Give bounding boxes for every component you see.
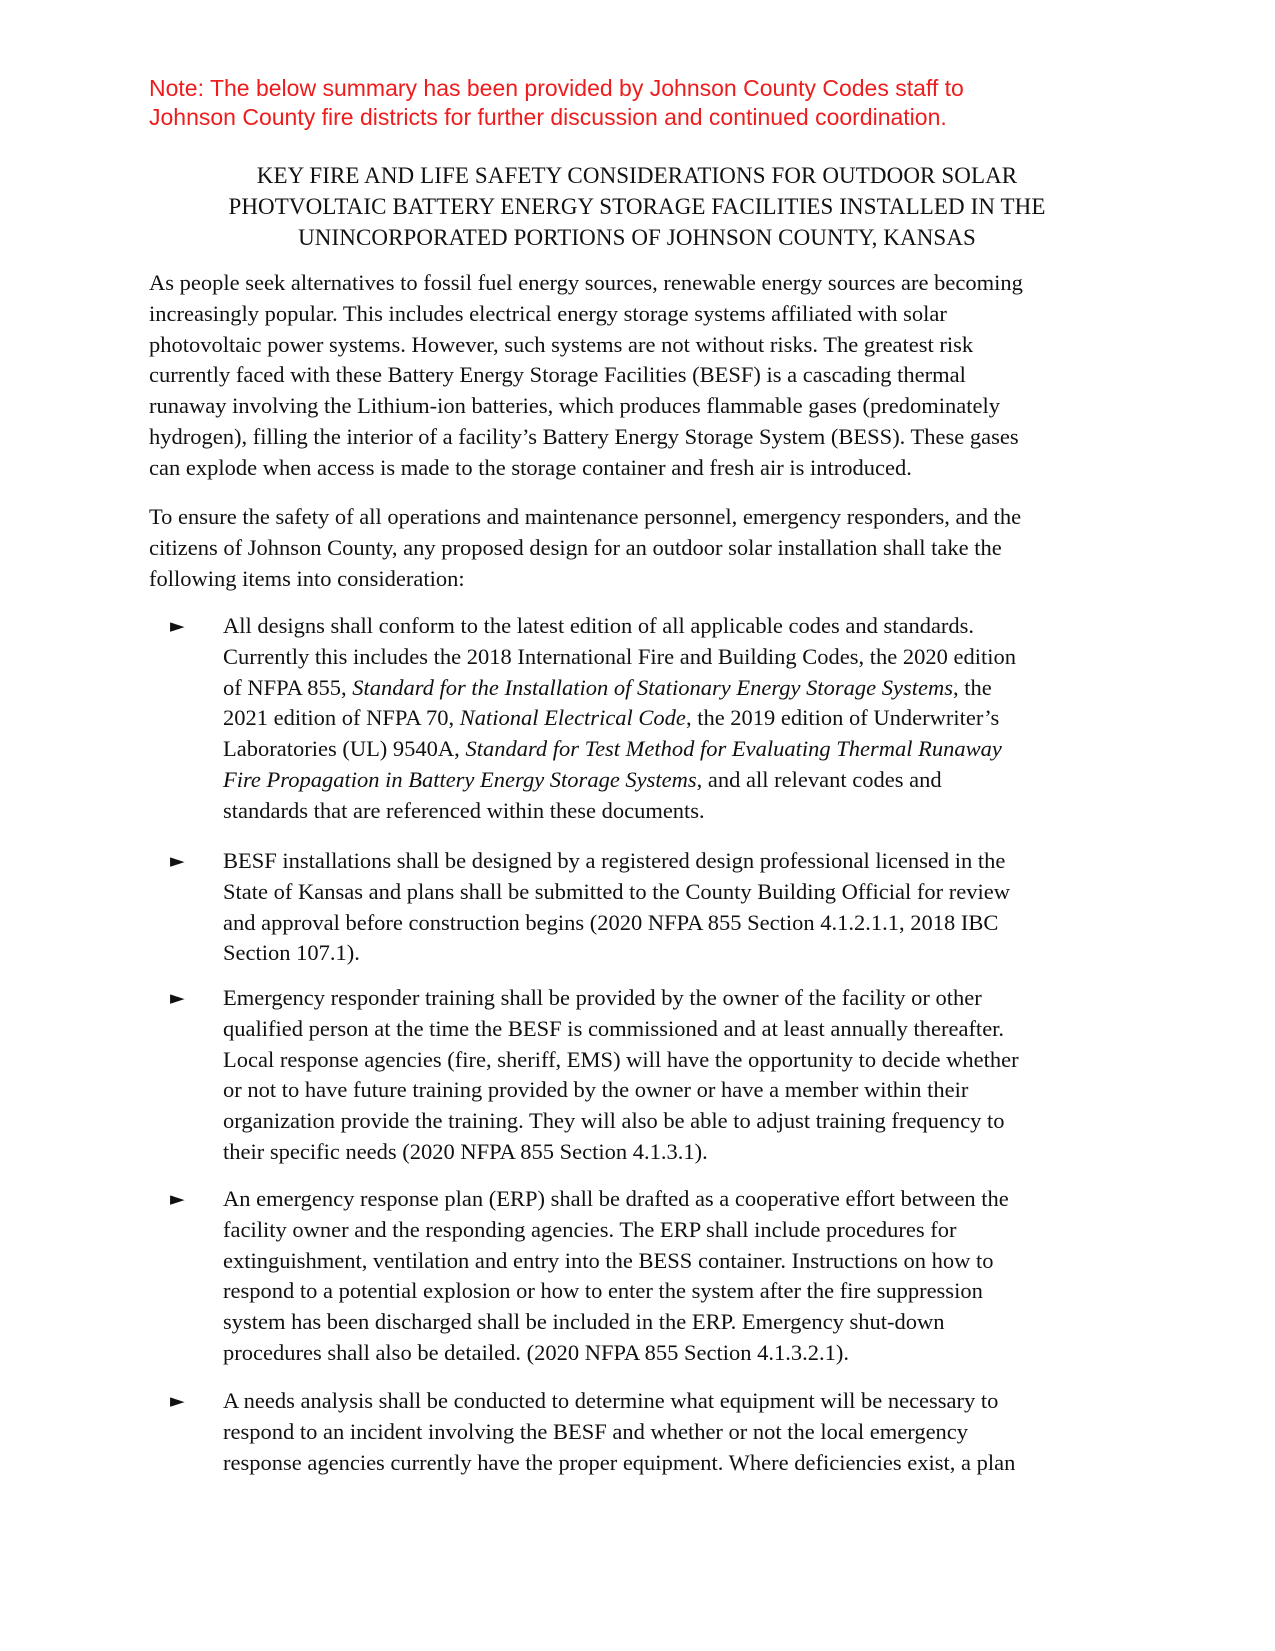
bullet-text <box>223 846 1163 969</box>
standard-title: National Electrical Code <box>459 705 686 731</box>
paragraph-line: citizens of Johnson County, any proposed design for an outdoor solar installation shall take the <box>149 534 1002 560</box>
title-line: KEY FIRE AND LIFE SAFETY CONSIDERATIONS FOR OUTDOOR SOLAR <box>256 163 1018 188</box>
bullet-line: respond to a potential explosion or how to enter the system after the fire suppression <box>223 1278 983 1304</box>
title-line: PHOTVOLTAIC BATTERY ENERGY STORAGE FACILITIES INSTALLED IN THE <box>228 194 1046 219</box>
bullet-line: procedures shall also be detailed. (2020 NFPA 855 Section 4.1.3.2.1). <box>223 1339 849 1365</box>
bullet-text-segment: , the 2019 edition of Underwriter’s <box>685 705 1000 731</box>
ensure-paragraph <box>149 502 1149 594</box>
bullet-line <box>223 765 1163 796</box>
bullet-line: Currently this includes the 2018 International Fire and Building Codes, the 2020 edition <box>223 643 1017 669</box>
bullet-line: State of Kansas and plans shall be submitted to the County Building Official for review <box>223 878 1010 904</box>
bullet-line: Local response agencies (fire, sheriff, EMS) will have the opportunity to decide whether <box>223 1046 1019 1072</box>
bullet-line: qualified person at the time the BESF is commissioned and at least annually thereafter. <box>223 1015 1005 1041</box>
bullet-text-segment: Laboratories (UL) 9540A, <box>223 736 466 762</box>
bullet-line: All designs shall conform to the latest edition of all applicable codes and standards. <box>223 613 975 638</box>
bullet-text <box>223 611 1163 827</box>
bullet-arrow-icon: ► <box>170 850 185 872</box>
bullet-text <box>223 1184 1163 1369</box>
title-line: UNINCORPORATED PORTIONS OF JOHNSON COUNTY, KANSAS <box>298 225 976 250</box>
bullet-line: or not to have future training provided by the owner or have a member within their <box>223 1077 969 1103</box>
bullet-line: organization provide the training. They will also be able to adjust training frequency to <box>223 1108 1005 1134</box>
staff-note <box>149 74 1149 132</box>
bullet-arrow-icon: ► <box>170 987 185 1009</box>
paragraph-line: currently faced with these Battery Energy Storage Facilities (BESF) is a cascading thermal <box>149 362 966 388</box>
bullet-line <box>223 673 1163 704</box>
paragraph-line: To ensure the safety of all operations and maintenance personnel, emergency responders, and the <box>149 504 1022 529</box>
bullet-text-segment: 2021 edition of NFPA 70, <box>223 705 460 731</box>
paragraph-line: As people seek alternatives to fossil fuel energy sources, renewable energy sources are becoming <box>149 270 1023 295</box>
paragraph-line: increasingly popular. This includes electrical energy storage systems affiliated with solar <box>149 300 947 326</box>
bullet-line: extinguishment, ventilation and entry into the BESS container. Instructions on how to <box>223 1247 994 1273</box>
bullet-text <box>223 1386 1163 1478</box>
document-title <box>140 160 1134 253</box>
paragraph-line: runaway involving the Lithium-ion batteries, which produces flammable gases (predominately <box>149 393 1001 419</box>
bullet-line: Section 107.1). <box>223 940 360 966</box>
bullet-line: Emergency responder training shall be provided by the owner of the facility or other <box>223 985 982 1010</box>
bullet-line: respond to an incident involving the BESF and whether or not the local emergency <box>223 1418 969 1444</box>
paragraph-line: photovoltaic power systems. However, such systems are not without risks. The greatest risk <box>149 331 974 357</box>
bullet-line <box>223 703 1163 734</box>
bullet-line: A needs analysis shall be conducted to determine what equipment will be necessary to <box>223 1388 999 1413</box>
bullet-line: system has been discharged shall be included in the ERP. Emergency shut-down <box>223 1309 945 1335</box>
bullet-line <box>223 734 1163 765</box>
intro-paragraph <box>149 268 1149 484</box>
bullet-line: An emergency response plan (ERP) shall be drafted as a cooperative effort between the <box>223 1186 1009 1211</box>
standard-title: Fire Propagation in Battery Energy Storage Systems <box>223 766 697 792</box>
bullet-text-segment: , and all relevant codes and <box>696 766 942 792</box>
bullet-line: and approval before construction begins (2020 NFPA 855 Section 4.1.2.1.1, 2018 IBC <box>223 909 999 935</box>
bullet-line: facility owner and the responding agencies. The ERP shall include procedures for <box>223 1216 957 1242</box>
bullet-text <box>223 983 1163 1168</box>
note-line: Note: The below summary has been provided by Johnson County Codes staff to <box>149 75 964 101</box>
bullet-text-segment: of NFPA 855, <box>223 674 353 700</box>
bullet-line: standards that are referenced within these documents. <box>223 797 705 823</box>
note-line: Johnson County fire districts for further discussion and continued coordination. <box>149 104 947 130</box>
standard-title: Standard for the Installation of Stationary Energy Storage Systems <box>352 674 954 700</box>
paragraph-line: can explode when access is made to the storage container and fresh air is introduced. <box>149 454 912 480</box>
bullet-text-segment: , the <box>953 674 992 700</box>
bullet-line: response agencies currently have the proper equipment. Where deficiencies exist, a plan <box>223 1449 1016 1475</box>
bullet-line: their specific needs (2020 NFPA 855 Section 4.1.3.1). <box>223 1138 708 1164</box>
bullet-arrow-icon: ► <box>170 1188 185 1210</box>
standard-title: Standard for Test Method for Evaluating Thermal Runaway <box>465 736 1002 762</box>
bullet-arrow-icon: ► <box>170 615 185 637</box>
bullet-line: BESF installations shall be designed by a registered design professional licensed in the <box>223 848 1006 873</box>
bullet-arrow-icon: ► <box>170 1390 185 1412</box>
paragraph-line: following items into consideration: <box>149 565 465 591</box>
paragraph-line: hydrogen), filling the interior of a facility’s Battery Energy Storage System (BESS). These gases <box>149 423 1019 449</box>
